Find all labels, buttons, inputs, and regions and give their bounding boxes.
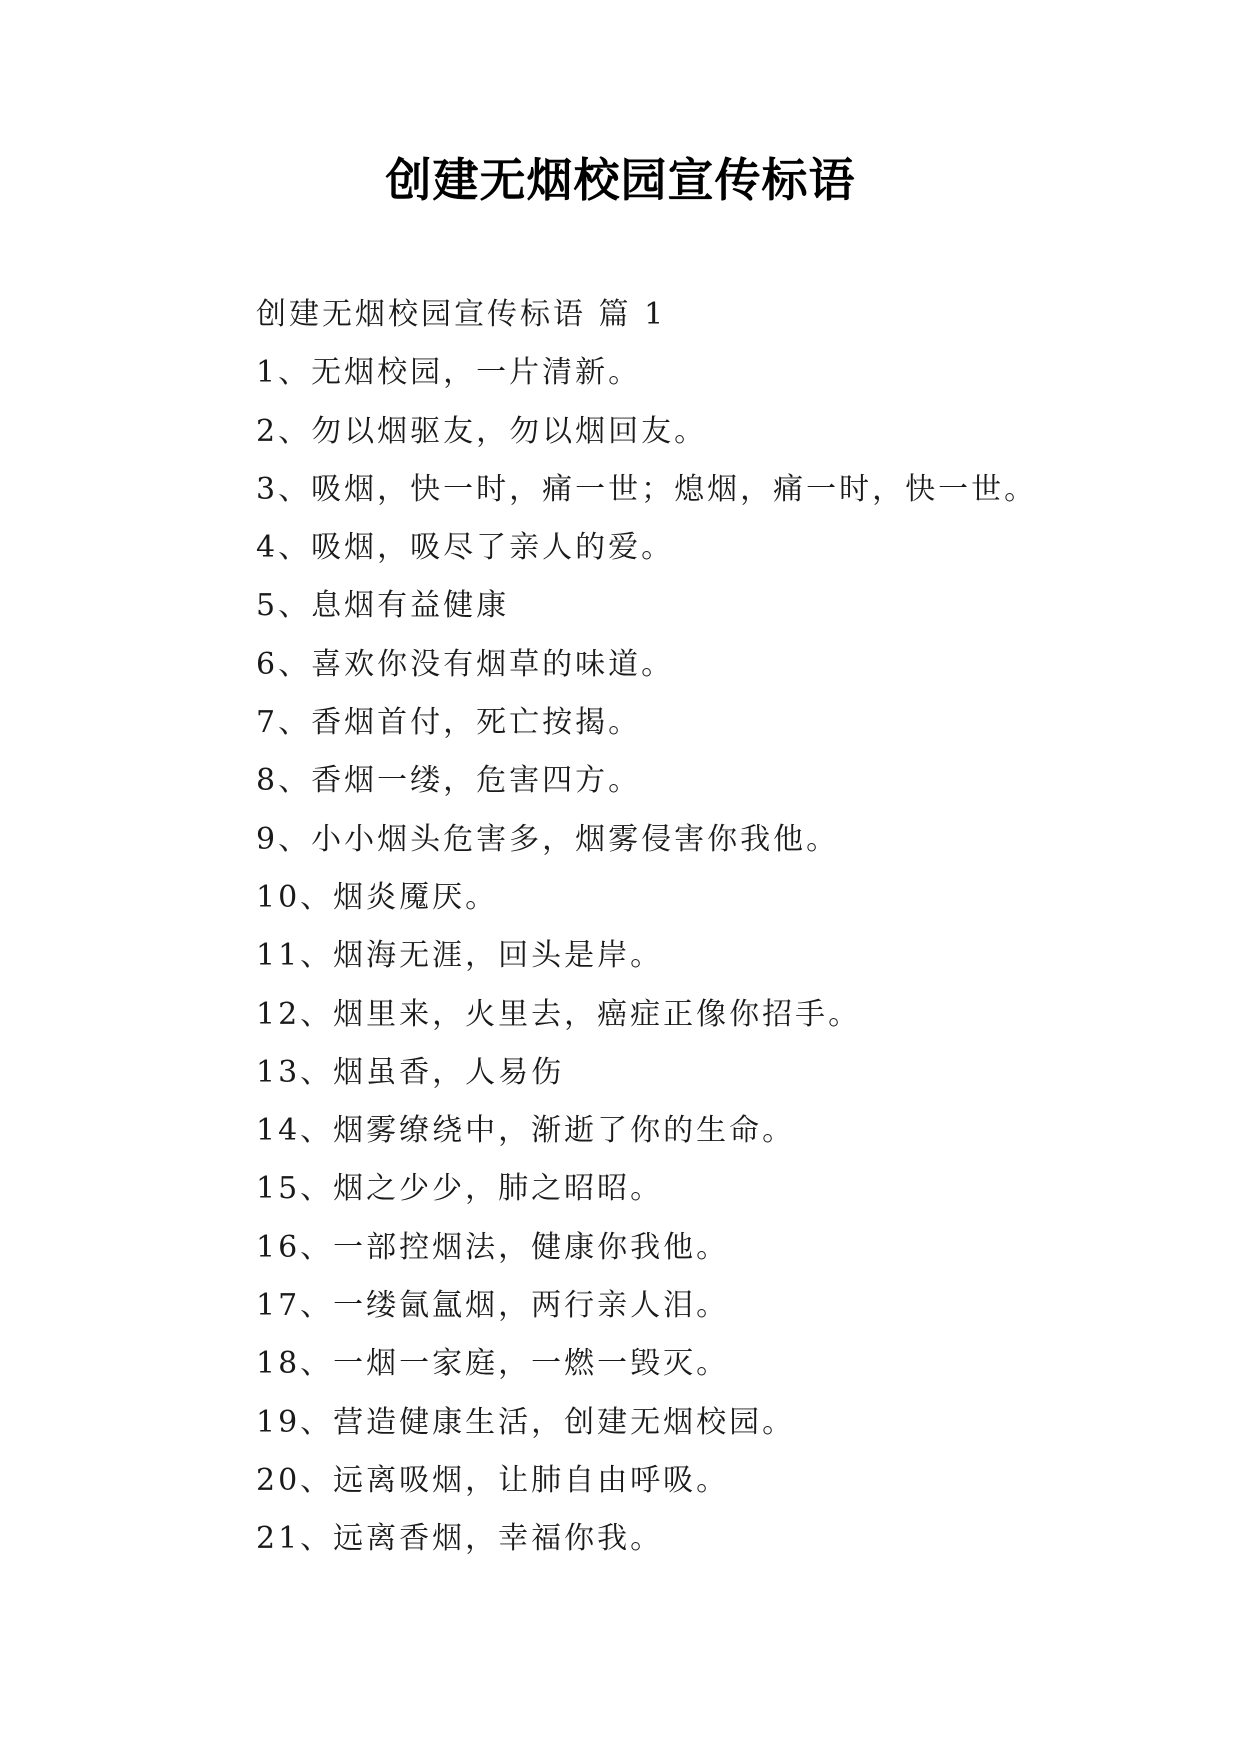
list-item: 14、烟雾缭绕中，渐逝了你的生命。 [256,1113,796,1149]
list-item: 8、香烟一缕，危害四方。 [256,763,642,799]
list-item: 13、烟虽香，人易伤 [256,1054,565,1090]
list-item: 4、吸烟，吸尽了亲人的爱。 [256,530,675,566]
list-item: 2、勿以烟驱友，勿以烟回友。 [256,413,708,449]
document-title: 创建无烟校园宣传标语 [385,153,856,207]
list-item: 18、一烟一家庭，一燃一毁灭。 [256,1346,730,1382]
list-item: 20、远离吸烟，让肺自由呼吸。 [256,1462,730,1498]
list-item: 1、无烟校园，一片清新。 [256,355,642,391]
list-item: 17、一缕氤氲烟，两行亲人泪。 [256,1288,730,1324]
list-item: 3、吸烟，快一时，痛一世；熄烟，痛一时，快一世。 [256,471,1038,507]
list-item: 5、息烟有益健康 [256,588,510,624]
list-item: 16、一部控烟法，健康你我他。 [256,1229,730,1265]
list-item: 21、远离香烟，幸福你我。 [256,1521,664,1557]
section-heading: 创建无烟校园宣传标语 篇 1 [256,297,667,332]
list-item: 12、烟里来，火里去，癌症正像你招手。 [256,996,862,1032]
list-item: 7、香烟首付，死亡按揭。 [256,705,642,741]
list-item: 15、烟之少少，肺之昭昭。 [256,1171,664,1207]
list-item: 9、小小烟头危害多，烟雾侵害你我他。 [256,821,840,857]
list-item: 6、喜欢你没有烟草的味道。 [256,646,675,682]
list-item: 19、营造健康生活，创建无烟校园。 [256,1404,796,1440]
list-item: 11、烟海无涯，回头是岸。 [256,938,664,974]
slogan-list [256,286,1156,1569]
list-item: 10、烟炎魇厌。 [256,879,499,915]
